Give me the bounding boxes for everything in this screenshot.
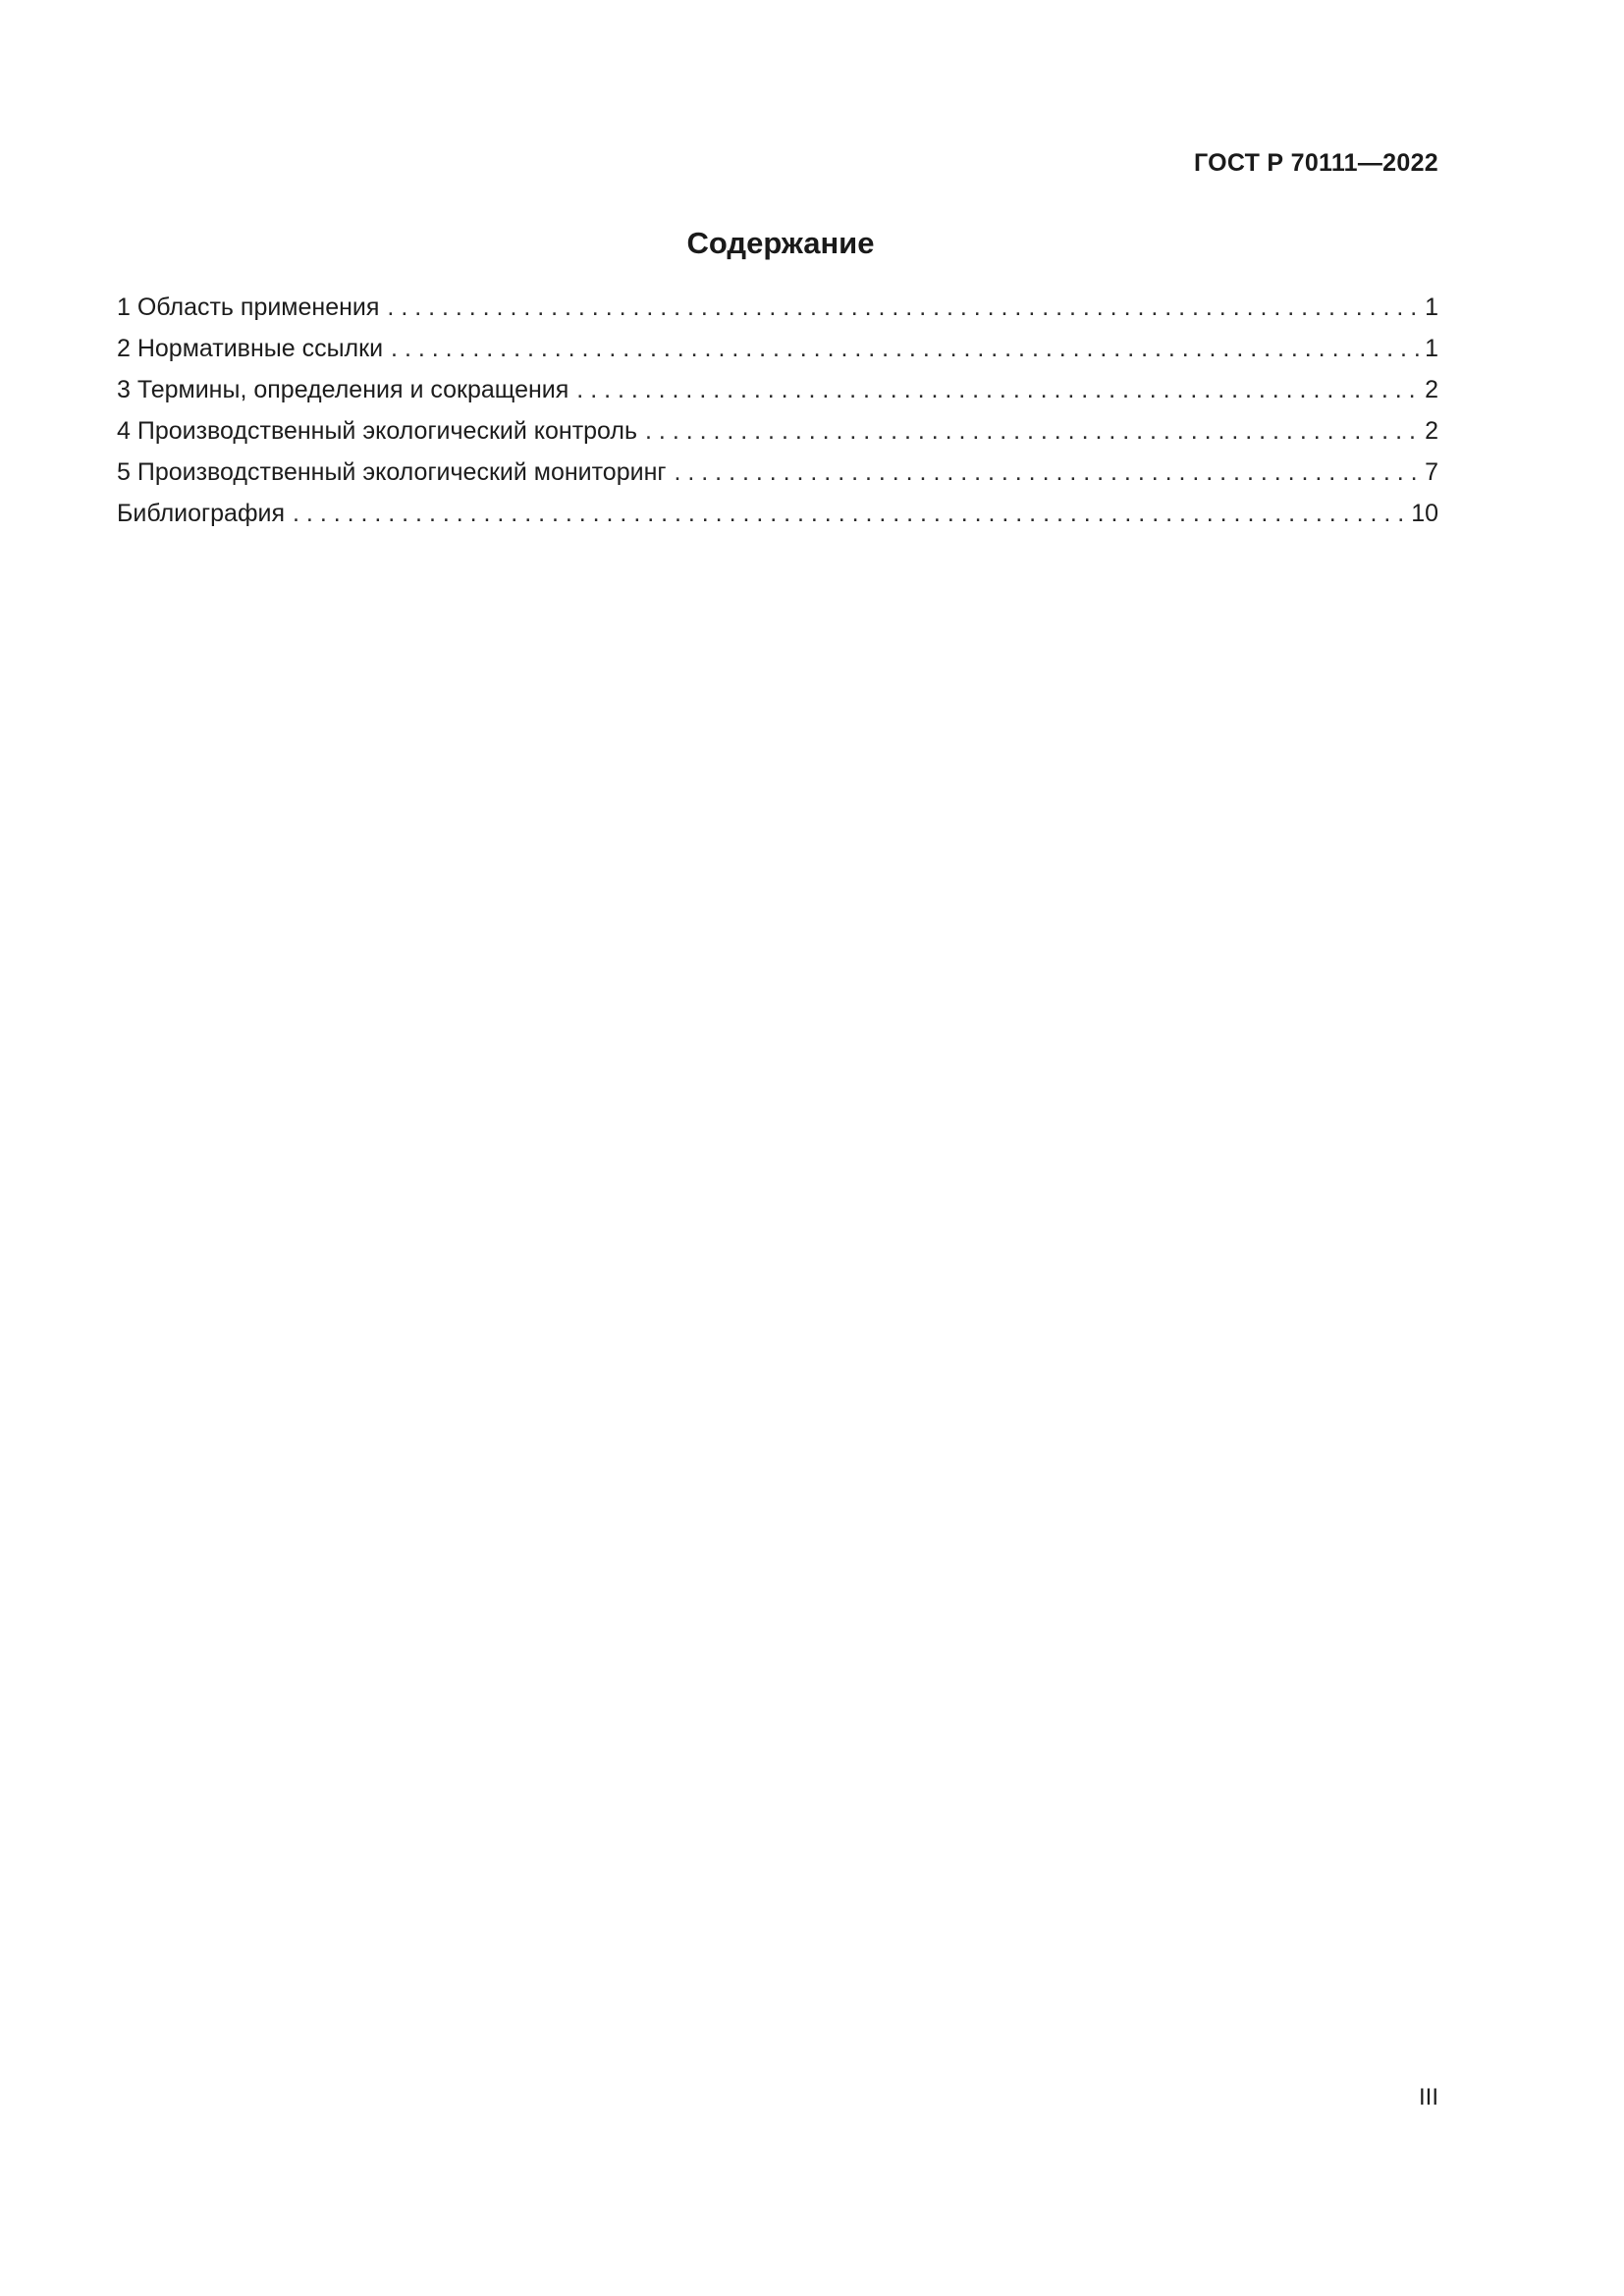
toc-entry-label: 3 Термины, определения и сокращения [117,376,569,403]
toc-entry-label: 5 Производственный экологический мониторинг [117,458,667,486]
toc-entry[interactable] [117,410,1438,452]
toc-title: Содержание [686,226,875,260]
toc-entry-label: 2 Нормативные ссылки [117,335,384,362]
toc-entry[interactable] [117,287,1438,328]
toc-entry-page: 7 [1425,458,1438,486]
toc-list [117,287,1438,534]
toc-entry-page: 2 [1425,376,1438,403]
toc-dot-leader [645,410,1421,452]
toc-dot-leader [391,328,1421,369]
toc-entry-label: 4 Производственный экологический контроль [117,417,638,445]
toc-entry[interactable] [117,493,1438,534]
toc-entry-label: Библиография [117,500,286,527]
toc-dot-leader [675,452,1422,493]
document-code: ГОСТ Р 70111—2022 [1193,149,1438,177]
toc-entry[interactable] [117,328,1438,369]
toc-entry[interactable] [117,369,1438,410]
toc-dot-leader [293,493,1407,534]
toc-entry-page: 2 [1425,417,1438,445]
toc-entry-page: 10 [1411,500,1438,527]
toc-entry-page: 1 [1425,294,1438,321]
toc-entry[interactable] [117,452,1438,493]
toc-entry-label: 1 Область применения [117,294,380,321]
page-number: III [1418,2084,1438,2110]
toc-dot-leader [576,369,1421,410]
toc-dot-leader [387,287,1421,328]
toc-entry-page: 1 [1425,335,1438,362]
